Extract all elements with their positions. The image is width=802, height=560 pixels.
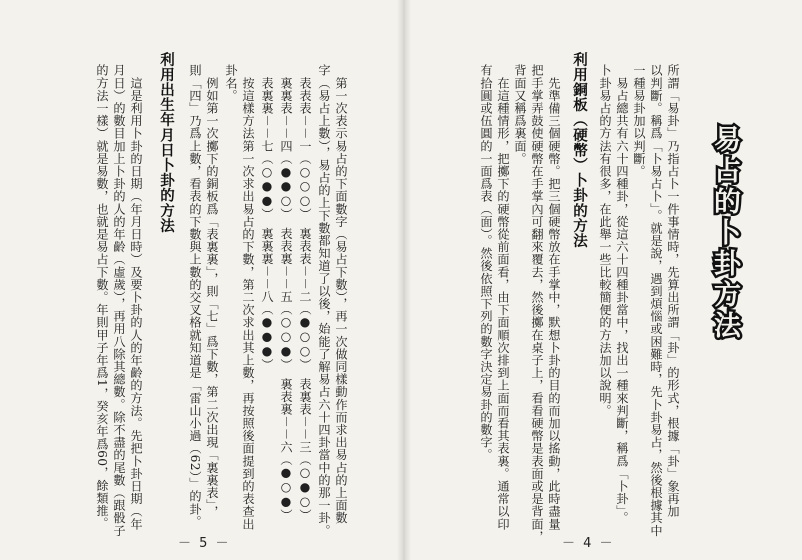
right-para2-2: 把手掌弄鼓使硬幣在手掌內可翻來覆去，然後擲在桌子上，看看硬幣是表面或是背面，: [530, 64, 544, 543]
left-para-1: 第一次表示易占的下面數字（易占下數），再一次做同樣動作而求出易占的上面數: [334, 64, 348, 525]
left-para-3: 按這樣方法第一次求出易占的下數，第二次求出其上數，再按照後面提到的表查出: [241, 64, 255, 531]
right-para-1: 所謂「易卦」乃指占卜一件事情時，先算出所謂「卦」的形式，根據「卦」象再加: [666, 64, 680, 518]
left-para-5: 例如第一次擲下的銅板爲「表裏裏」，則「七」爲下數，第二次出現「裏裏表」，: [205, 64, 219, 518]
page-title: 易占的卜卦方法: [709, 125, 740, 342]
left-para2-1: 這是利用卜卦的日期（年月日時）及要卜卦的人的年齡的方法。先把卜卦日期（年: [129, 64, 143, 531]
page-number-5: － 5 －: [178, 536, 231, 551]
coin-table-row-1: 表表表－－一（○○○） 裏表表－－二（●○○） 表裏表－－三（○●○）: [298, 64, 312, 522]
left-para-4: 卦名。: [224, 64, 238, 102]
left-para2-2: 月日）的數目加上卜卦的人的年齡（虛歲），再用八除其總數。除不盡的尾數（跟骰子: [112, 64, 126, 537]
right-para-3: 一種易卦加以判斷。: [632, 64, 646, 178]
right-para2-1: 先準備三個硬幣。把三個硬幣放在手掌中，默想卜卦的目的而加以搖動，此時盡量: [547, 64, 561, 531]
page-number-4: － 4 －: [562, 536, 615, 551]
right-para-5: 卜卦易占的方法有很多，在此舉一些比較簡便的方法加以說明。: [598, 64, 612, 417]
left-para-2: 字（易占上數），易占的上下數都知道了以後，始能了解易占六十四卦當中的那一卦。: [317, 64, 331, 537]
right-para-4: 易占總共有六十四種卦，從這六十四種卦當中，找出一種來判斷，稱爲「卜卦」。: [615, 64, 629, 525]
section-heading-birthdate: 利用出生年月日卜卦的方法: [158, 52, 175, 234]
right-para2-5: 有拾圓或伍圓的一面爲表（面）。然後依照下列的數字決定易卦的數字。: [479, 64, 493, 462]
coin-table-row-2: 裏裏表－－四（●●○） 表表裏－－五（○○●） 裏表裏－－六（●○●）: [279, 64, 293, 522]
book-spine: [397, 0, 411, 560]
left-para2-3: 的方法一樣）就是易數，也就是易占下數。年則甲子年爲1，癸亥年爲60，餘類推。: [95, 64, 109, 530]
section-heading-coins: 利用銅板（硬幣）卜卦的方法: [571, 52, 588, 249]
right-para-2: 以判斷。稱爲「卜易占卜」。就是說，遇到煩惱或困難時，先卜卦易占，然後根據其中: [649, 64, 663, 537]
coin-table-row-3: 表裏裏－－七（○●●） 裏裏裏－－八（●●●）: [260, 64, 274, 372]
left-para-6: 則「四」乃爲上數，看表的下數與上數的交叉格就知道是「雷山小過（62）」的卦。: [188, 64, 202, 528]
right-para2-3: 背面又稱爲裏面。: [513, 64, 527, 165]
right-para2-4: 在這種情形，把擲下的硬幣從前面看，由下面順次排到上面而看其表裏。通常以印: [496, 64, 510, 531]
